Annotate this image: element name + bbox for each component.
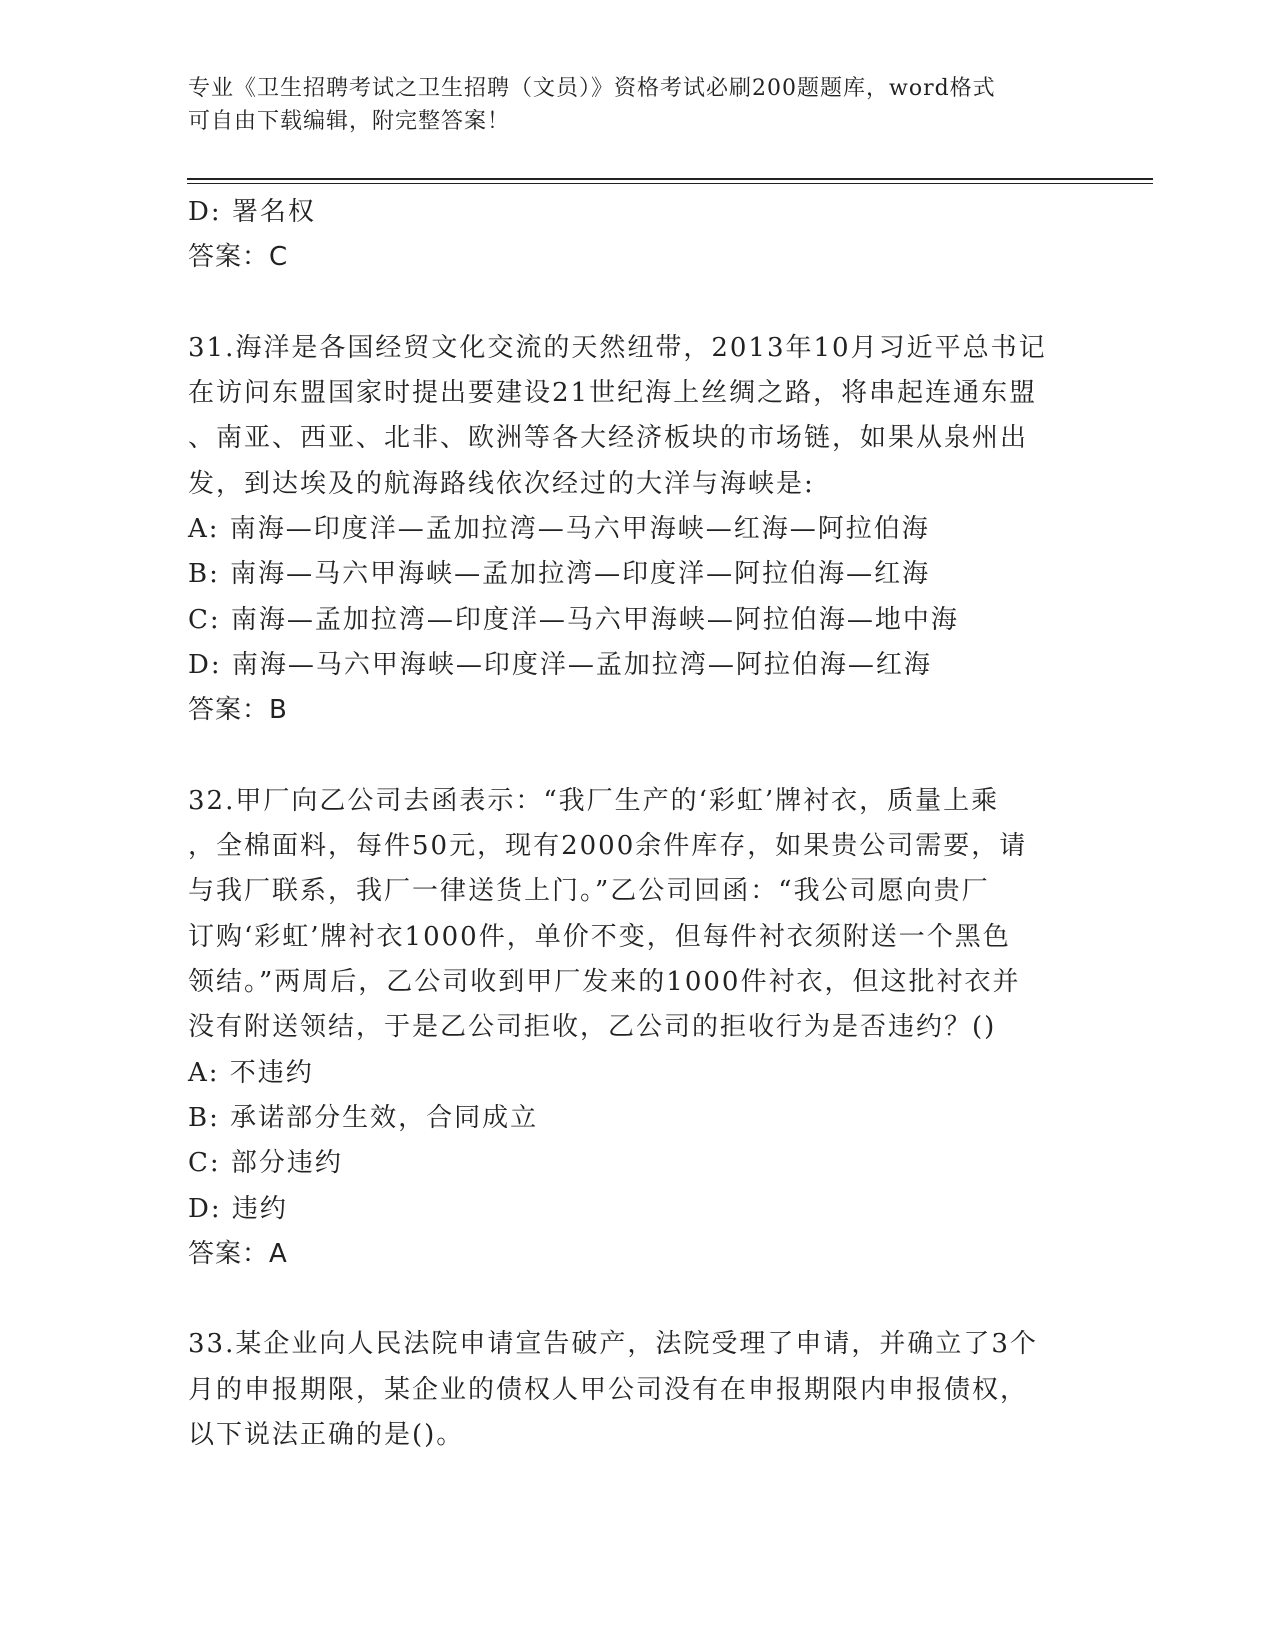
question-text-line: ，全棉面料，每件50元，现有2000余件库存，如果贵公司需要，请: [188, 831, 1028, 862]
answer: 答案：A: [188, 1238, 288, 1269]
question-text-line: 、南亚、西亚、北非、欧洲等各大经济板块的市场链，如果从泉州出: [188, 423, 1029, 454]
option-a: A: 南海—印度洋—孟加拉湾—马六甲海峡—红海—阿拉伯海: [188, 514, 930, 545]
question-text-line: 没有附送领结，于是乙公司拒收，乙公司的拒收行为是否违约？(): [188, 1012, 997, 1043]
question-text-line: 33.某企业向人民法院申请宣告破产，法院受理了申请，并确立了3个: [188, 1329, 1038, 1360]
spacer: [188, 281, 1088, 326]
previous-question-tail: [188, 190, 1088, 281]
header-divider-thin: [187, 183, 1153, 184]
question-text-line: 以下说法正确的是()。: [188, 1420, 465, 1451]
document-body: [188, 190, 1088, 1458]
question-text-line: 订购‘彩虹’牌衬衣1000件，单价不变，但每件衬衣须附送一个黑色: [188, 921, 1011, 952]
header-title-line-1: 专业《卫生招聘考试之卫生招聘（文员）》资格考试必刷200题题库，word格式: [188, 76, 996, 101]
option-b: B: 承诺部分生效，合同成立: [188, 1102, 539, 1133]
option-d: D: 南海—马六甲海峡—印度洋—孟加拉湾—阿拉伯海—红海: [188, 649, 932, 680]
spacer: [188, 734, 1088, 779]
option-c: C: 南海—孟加拉湾—印度洋—马六甲海峡—阿拉伯海—地中海: [188, 604, 959, 635]
option-b: B: 南海—马六甲海峡—孟加拉湾—印度洋—阿拉伯海—红海: [188, 559, 931, 590]
header-divider-thick: [187, 178, 1153, 180]
option-d: D: 署名权: [188, 197, 316, 227]
option-a: A: 不违约: [188, 1057, 314, 1088]
question-text-line: 在访问东盟国家时提出要建设21世纪海上丝绸之路，将串起连通东盟: [188, 378, 1038, 409]
question-text-line: 32.甲厂向乙公司去函表示：“我厂生产的‘彩虹’牌衬衣，质量上乘: [188, 785, 1000, 816]
question-31: [188, 326, 1088, 734]
answer: 答案：B: [188, 695, 288, 726]
spacer: [188, 1277, 1088, 1322]
page-header: [188, 72, 1088, 138]
question-text-line: 发，到达埃及的航海路线依次经过的大洋与海峡是:: [188, 468, 815, 499]
question-text-line: 月的申报期限，某企业的债权人甲公司没有在申报期限内申报债权，: [188, 1374, 1029, 1405]
option-c: C: 部分违约: [188, 1148, 343, 1179]
answer: 答案：C: [188, 242, 289, 273]
question-text-line: 领结。”两周后，乙公司收到甲厂发来的1000件衬衣，但这批衬衣并: [188, 967, 1021, 998]
question-33: [188, 1322, 1088, 1458]
question-text-line: 与我厂联系，我厂一律送货上门。”乙公司回函：“我公司愿向贵厂: [188, 876, 990, 907]
option-d: D: 违约: [188, 1193, 288, 1224]
header-title-line-2: 可自由下载编辑，附完整答案！: [188, 109, 511, 134]
question-32: [188, 779, 1088, 1277]
question-text-line: 31.海洋是各国经贸文化交流的天然纽带，2013年10月习近平总书记: [188, 332, 1047, 363]
